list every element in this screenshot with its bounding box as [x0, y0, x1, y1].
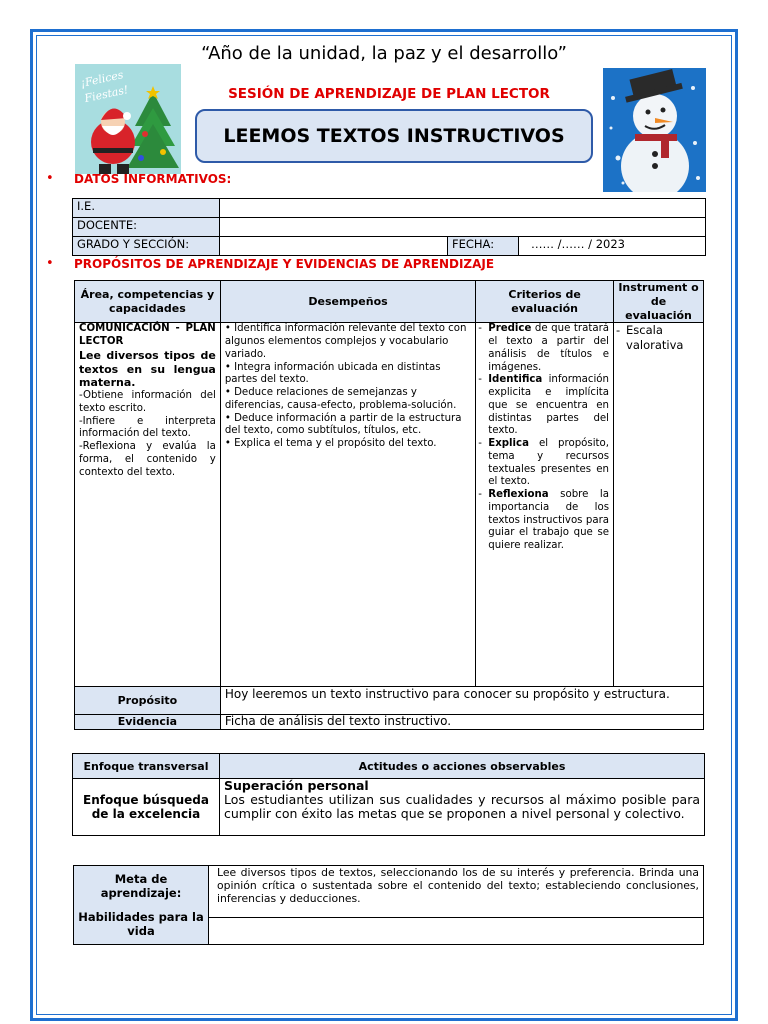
proposito-label: Propósito: [75, 687, 221, 715]
desempeno-item: • Deduce información a partir de la estructura del texto, como subtítulos, títulos, etc.: [224, 412, 462, 437]
svg-text:Fiestas!: Fiestas!: [83, 83, 130, 106]
docente-label: DOCENTE:: [73, 218, 220, 237]
col-area-header: Área, competencias y capacidades: [75, 281, 221, 323]
enfoque-actitudes-cell: [220, 779, 705, 836]
svg-text:¡Felices: ¡Felices: [79, 68, 125, 90]
desempeno-item: • Integra información ubicada en distintas partes del texto.: [224, 361, 441, 386]
criterio-text: sobre la importancia de los textos instructivos para guiar el trabajo que se quiere realizar.: [488, 489, 610, 551]
area-title: COMUNICACIÓN - PLAN LECTOR: [79, 323, 216, 347]
enfoque-table: [72, 753, 705, 836]
grado-field[interactable]: [220, 237, 448, 256]
criterio-text: de que tratará el texto a partir del análisis de títulos e imágenes.: [488, 323, 610, 373]
criterio-verb: Identifica: [488, 374, 543, 386]
area-capacidad: -Reflexiona y evalúa la forma, el contenido y contexto del texto.: [79, 441, 216, 478]
meta-table: [73, 865, 704, 945]
fecha-label: FECHA:: [448, 237, 519, 256]
snowman-image: [603, 68, 706, 192]
criterio-item: [480, 438, 609, 489]
session-title: SESIÓN DE APRENDIZAJE DE PLAN LECTOR: [228, 86, 550, 102]
bullet-icon: •: [46, 171, 54, 186]
enfoque-name: Enfoque búsqueda de la excelencia: [73, 779, 220, 836]
habilidades-label: Habilidades para la vida: [78, 910, 204, 938]
meta-labels-cell: [74, 866, 209, 945]
meta-text: Lee diversos tipos de textos, seleccionando los de su interés y preferencia. Brinda una opinión crítica o sustentada sobre el contenido del texto; estableciendo conclusiones, inferencias y deducciones.: [209, 866, 704, 918]
criterio-verb: Reflexiona: [488, 489, 549, 500]
criterio-item: [480, 489, 609, 553]
enfoque-descripcion: Los estudiantes utilizan sus cualidades y recursos al máximo posible para cumplir con éxito las metas que se proponen a nivel personal y colectivo.: [224, 792, 700, 821]
datos-heading: DATOS INFORMATIVOS:: [74, 172, 232, 186]
datos-table: [72, 198, 706, 256]
meta-label: Meta de aprendizaje:: [100, 872, 182, 900]
propositos-table: [74, 280, 704, 730]
area-cell: [75, 323, 221, 687]
instrumento-cell: [614, 323, 704, 687]
criterio-verb: Explica: [488, 438, 529, 449]
proposito-text: Hoy leeremos un texto instructivo para conocer su propósito y estructura.: [220, 687, 703, 715]
area-competencia: Lee diversos tipos de textos en su lengua materna.: [79, 348, 216, 390]
desempenos-cell: [220, 323, 475, 687]
area-capacidad: -Obtiene información del texto escrito.: [79, 390, 216, 414]
col-criterios-header: Criterios de evaluación: [476, 281, 614, 323]
criterio-text: el propósito, tema y recursos textuales presentes en el texto.: [488, 438, 610, 488]
ie-label: I.E.: [73, 199, 220, 218]
area-capacidad: -Infiere e interpreta información del texto.: [79, 415, 216, 440]
col-actitudes-header: Actitudes o acciones observables: [220, 754, 705, 779]
desempeno-item: • Explica el tema y el propósito del texto.: [224, 438, 437, 449]
grado-label: GRADO Y SECCIÓN:: [73, 237, 220, 256]
fecha-field[interactable]: …… /…… / 2023: [519, 237, 706, 256]
main-title: LEEMOS TEXTOS INSTRUCTIVOS: [195, 109, 593, 163]
year-title: “Año de la unidad, la paz y el desarrollo”: [201, 43, 567, 64]
col-instrumento-header: Instrument o de evaluación: [614, 281, 704, 323]
bullet-icon: •: [46, 256, 54, 271]
desempeno-item: • Deduce relaciones de semejanzas y diferencias, causa-efecto, problema-solución.: [224, 387, 457, 411]
col-enfoque-header: Enfoque transversal: [73, 754, 220, 779]
desempeno-item: • Identifica información relevante del texto con algunos elementos complejos y vocabulario variado.: [224, 323, 467, 360]
evidencia-label: Evidencia: [75, 715, 221, 730]
col-desempenos-header: Desempeños: [220, 281, 475, 323]
instrumento-text: - Escala valorativa: [618, 323, 699, 352]
docente-field[interactable]: [220, 218, 706, 237]
criterio-item: [480, 323, 609, 374]
propositos-heading: PROPÓSITOS DE APRENDIZAJE Y EVIDENCIAS DE APRENDIZAJE: [74, 257, 495, 271]
criterio-verb: Predice: [488, 323, 532, 335]
christmas-santa-image: [75, 64, 181, 174]
evidencia-text: Ficha de análisis del texto instructivo.: [220, 715, 703, 730]
ie-field[interactable]: [220, 199, 706, 218]
criterio-item: [480, 374, 609, 438]
criterios-cell: [476, 323, 614, 687]
enfoque-valor: Superación personal: [224, 778, 369, 793]
criterio-text: información explicita e implícita que se encuentra en distintas partes del texto.: [488, 374, 610, 437]
habilidades-field[interactable]: [209, 918, 704, 945]
